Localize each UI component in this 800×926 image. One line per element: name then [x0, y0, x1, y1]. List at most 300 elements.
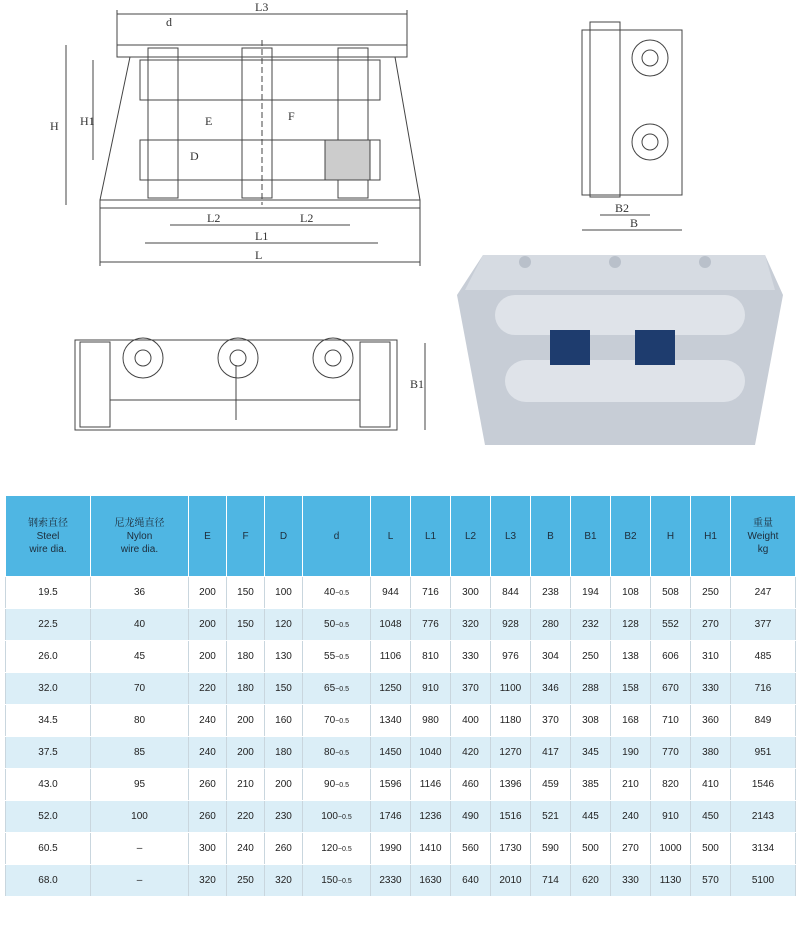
- cell-h1: [691, 641, 731, 673]
- tolerance-text: −0.5: [335, 590, 349, 597]
- cell-value: 260: [199, 811, 216, 822]
- cell-b1: [571, 769, 611, 801]
- cell-f: [227, 737, 265, 769]
- cell-steel: [6, 865, 91, 897]
- cell-f: [227, 769, 265, 801]
- cell-value: 150: [321, 875, 338, 886]
- header-text: F: [242, 530, 249, 542]
- cell-value: 300: [199, 843, 216, 854]
- dim-label-L3: L3: [255, 0, 269, 14]
- cell-f: [227, 641, 265, 673]
- cell-value: 606: [662, 651, 679, 662]
- cell-value: 5100: [751, 875, 775, 886]
- cell-value: 250: [237, 875, 254, 886]
- cell-b: [531, 577, 571, 609]
- cell-b: [531, 769, 571, 801]
- header-text: D: [279, 530, 288, 542]
- cell-value: 70: [324, 715, 336, 726]
- cell-l3: [491, 833, 531, 865]
- cell-value: 1180: [499, 715, 522, 726]
- cell-d: [265, 737, 303, 769]
- cell-l1: [411, 865, 451, 897]
- cell-weight: [731, 769, 796, 801]
- table-row: [6, 801, 796, 833]
- cell-value: 1730: [499, 843, 522, 854]
- cell-value: 1250: [379, 683, 402, 694]
- cell-d: [265, 833, 303, 865]
- specification-table: [5, 495, 796, 897]
- tolerance-text: −0.5: [335, 654, 349, 661]
- cell-value: 70: [133, 683, 146, 694]
- cell-d: [303, 833, 371, 865]
- cell-value: 820: [662, 779, 679, 790]
- dim-label-D: D: [190, 149, 199, 163]
- cell-d: [303, 641, 371, 673]
- cell-value: 450: [702, 811, 719, 822]
- cell-weight: [731, 609, 796, 641]
- cell-d: [303, 705, 371, 737]
- cell-value: 108: [622, 587, 639, 598]
- cell-e: [189, 705, 227, 737]
- cell-b2: [611, 865, 651, 897]
- cell-value: 100: [275, 587, 292, 598]
- cell-value: 65: [324, 683, 336, 694]
- cell-value: 160: [275, 715, 292, 726]
- tolerance-text: −0.5: [337, 846, 352, 853]
- tolerance-text: −0.5: [337, 878, 352, 885]
- cell-nylon: [91, 705, 189, 737]
- column-header: [691, 496, 731, 577]
- table-header-row: [6, 496, 796, 577]
- cell-value: 270: [702, 619, 719, 630]
- cell-l2: [451, 673, 491, 705]
- cell-d: [265, 865, 303, 897]
- cell-value: 180: [237, 683, 254, 694]
- dim-label-d: d: [166, 15, 172, 29]
- cell-value: 200: [275, 779, 292, 790]
- header-text: d: [333, 530, 340, 542]
- cell-value: 37.5: [38, 747, 58, 758]
- cell-value: 976: [502, 651, 519, 662]
- column-header: [91, 496, 189, 577]
- cell-value: 43.0: [38, 779, 58, 790]
- table-row: [6, 737, 796, 769]
- header-text: L1: [424, 530, 437, 542]
- cell-l2: [451, 577, 491, 609]
- cell-steel: [6, 833, 91, 865]
- cell-value: 308: [582, 715, 599, 726]
- cell-value: 220: [237, 811, 254, 822]
- table-row: [6, 577, 796, 609]
- cell-value: 1048: [379, 619, 402, 630]
- cell-weight: [731, 705, 796, 737]
- cell-d: [265, 673, 303, 705]
- cell-value: 138: [622, 651, 639, 662]
- cell-value: 380: [702, 747, 719, 758]
- column-header: [371, 496, 411, 577]
- cell-h1: [691, 769, 731, 801]
- cell-value: 95: [133, 779, 146, 790]
- cell-value: 460: [462, 779, 479, 790]
- cell-value: 345: [582, 747, 599, 758]
- cell-h1: [691, 577, 731, 609]
- cell-l1: [411, 641, 451, 673]
- cell-nylon: [91, 801, 189, 833]
- cell-h1: [691, 673, 731, 705]
- header-text: L: [387, 530, 394, 542]
- cell-value: 128: [622, 619, 639, 630]
- cell-f: [227, 609, 265, 641]
- cell-value: 320: [462, 619, 479, 630]
- cell-weight: [731, 865, 796, 897]
- tolerance-text: −0.5: [335, 782, 349, 789]
- cell-value: 944: [382, 587, 399, 598]
- cell-l3: [491, 673, 531, 705]
- front-view-drawing: [66, 10, 420, 266]
- cell-value: 552: [662, 619, 679, 630]
- header-text: L2: [464, 530, 477, 542]
- cell-value: 2330: [379, 875, 402, 886]
- cell-value: 330: [462, 651, 479, 662]
- cell-l: [371, 833, 411, 865]
- cell-value: 410: [702, 779, 719, 790]
- cell-value: 240: [622, 811, 639, 822]
- cell-value: 210: [622, 779, 639, 790]
- cell-l3: [491, 865, 531, 897]
- cell-l: [371, 577, 411, 609]
- cell-value: 2010: [499, 875, 522, 886]
- cell-value: 490: [462, 811, 479, 822]
- cell-value: 310: [702, 651, 719, 662]
- cell-value: 200: [199, 587, 216, 598]
- cell-value: 1990: [379, 843, 402, 854]
- cell-value: 34.5: [38, 715, 58, 726]
- cell-value: 560: [462, 843, 479, 854]
- cell-value: 60.5: [38, 843, 58, 854]
- cell-e: [189, 737, 227, 769]
- cell-b1: [571, 833, 611, 865]
- cell-value: 844: [502, 587, 519, 598]
- cell-l2: [451, 769, 491, 801]
- cell-steel: [6, 705, 91, 737]
- cell-value: 80: [324, 747, 336, 758]
- cell-value: 158: [622, 683, 639, 694]
- cell-h1: [691, 737, 731, 769]
- cell-steel: [6, 609, 91, 641]
- table-row: [6, 673, 796, 705]
- cell-value: 85: [133, 747, 146, 758]
- cell-value: 68.0: [38, 875, 58, 886]
- cell-value: 150: [237, 619, 254, 630]
- cell-l1: [411, 609, 451, 641]
- cell-h: [651, 673, 691, 705]
- cell-value: 3134: [751, 843, 775, 854]
- cell-value: 230: [275, 811, 292, 822]
- cell-nylon: [91, 769, 189, 801]
- cell-value: 320: [275, 875, 292, 886]
- cell-value: 304: [542, 651, 559, 662]
- cell-value: 508: [662, 587, 679, 598]
- cell-l1: [411, 833, 451, 865]
- cell-value: 180: [275, 747, 292, 758]
- cell-value: 377: [754, 619, 772, 630]
- cell-value: 200: [199, 619, 216, 630]
- header-text: 钢索直径: [28, 517, 68, 529]
- cell-h1: [691, 609, 731, 641]
- cell-nylon: [91, 737, 189, 769]
- cell-value: 1410: [419, 843, 442, 854]
- cell-e: [189, 801, 227, 833]
- cell-value: 19.5: [38, 587, 58, 598]
- cell-l3: [491, 737, 531, 769]
- cell-l1: [411, 737, 451, 769]
- cell-value: 1146: [419, 779, 442, 790]
- cell-d: [303, 673, 371, 705]
- cell-value: 910: [662, 811, 679, 822]
- cell-l2: [451, 833, 491, 865]
- cell-value: 417: [542, 747, 559, 758]
- cell-l3: [491, 577, 531, 609]
- cell-weight: [731, 737, 796, 769]
- cell-value: 1596: [379, 779, 402, 790]
- header-text: E: [204, 530, 211, 542]
- cell-value: 80: [133, 715, 146, 726]
- cell-d: [303, 737, 371, 769]
- dim-label-L2-right: L2: [300, 211, 314, 225]
- cell-d: [265, 641, 303, 673]
- table-row: [6, 609, 796, 641]
- tolerance-text: −0.5: [335, 718, 349, 725]
- cell-b1: [571, 577, 611, 609]
- cell-value: 485: [754, 651, 772, 662]
- cell-f: [227, 801, 265, 833]
- cell-value: 1516: [499, 811, 522, 822]
- header-text: H1: [704, 530, 717, 542]
- cell-d: [303, 865, 371, 897]
- cell-value: 250: [582, 651, 599, 662]
- cell-value: 280: [542, 619, 559, 630]
- cell-b1: [571, 609, 611, 641]
- cell-l2: [451, 865, 491, 897]
- dim-label-B: B: [630, 216, 639, 230]
- table-row: [6, 865, 796, 897]
- cell-value: 250: [702, 587, 719, 598]
- cell-weight: [731, 801, 796, 833]
- cell-l1: [411, 673, 451, 705]
- column-header: [189, 496, 227, 577]
- cell-weight: [731, 673, 796, 705]
- cell-value: 500: [582, 843, 599, 854]
- cell-value: 220: [199, 683, 216, 694]
- header-text: 重量: [753, 517, 773, 529]
- cell-b: [531, 705, 571, 737]
- cell-e: [189, 673, 227, 705]
- cell-value: 247: [754, 587, 772, 598]
- cell-nylon: [91, 577, 189, 609]
- header-text: wire dia.: [120, 543, 159, 555]
- cell-f: [227, 865, 265, 897]
- cell-l2: [451, 801, 491, 833]
- cell-value: 670: [662, 683, 679, 694]
- cell-b1: [571, 641, 611, 673]
- cell-h: [651, 705, 691, 737]
- column-header: [611, 496, 651, 577]
- tolerance-text: −0.5: [337, 814, 352, 821]
- cell-value: –: [136, 875, 143, 886]
- cell-value: 1396: [499, 779, 522, 790]
- cell-h: [651, 737, 691, 769]
- column-header: [571, 496, 611, 577]
- cell-value: 260: [275, 843, 292, 854]
- cell-f: [227, 577, 265, 609]
- cell-value: 200: [199, 651, 216, 662]
- header-text: kg: [757, 543, 769, 555]
- cell-nylon: [91, 833, 189, 865]
- header-text: B2: [624, 530, 637, 542]
- table-row: [6, 769, 796, 801]
- cell-f: [227, 673, 265, 705]
- cell-value: 200: [237, 747, 254, 758]
- header-text: H: [666, 530, 675, 542]
- cell-value: 90: [324, 779, 336, 790]
- cell-d: [265, 769, 303, 801]
- cell-l3: [491, 641, 531, 673]
- cell-nylon: [91, 673, 189, 705]
- cell-b2: [611, 769, 651, 801]
- cell-l: [371, 705, 411, 737]
- cell-value: 776: [422, 619, 439, 630]
- column-header: [303, 496, 371, 577]
- side-view-drawing: [582, 22, 682, 230]
- table-body: [6, 577, 796, 897]
- cell-value: 1546: [751, 779, 775, 790]
- cell-h: [651, 577, 691, 609]
- cell-b1: [571, 673, 611, 705]
- cell-value: 200: [237, 715, 254, 726]
- cell-value: 130: [275, 651, 292, 662]
- cell-value: 716: [422, 587, 439, 598]
- cell-h1: [691, 865, 731, 897]
- cell-value: 320: [199, 875, 216, 886]
- cell-b: [531, 737, 571, 769]
- cell-b2: [611, 801, 651, 833]
- cell-l: [371, 673, 411, 705]
- cell-d: [265, 801, 303, 833]
- cell-weight: [731, 577, 796, 609]
- cell-value: 346: [542, 683, 559, 694]
- cell-value: 980: [422, 715, 439, 726]
- column-header: [531, 496, 571, 577]
- column-header: [651, 496, 691, 577]
- cell-d: [303, 609, 371, 641]
- cell-weight: [731, 833, 796, 865]
- cell-value: 1630: [419, 875, 442, 886]
- dim-label-L2-left: L2: [207, 211, 221, 225]
- cell-h1: [691, 833, 731, 865]
- column-header: [731, 496, 796, 577]
- cell-h: [651, 609, 691, 641]
- table-row: [6, 641, 796, 673]
- cell-d: [303, 577, 371, 609]
- cell-value: 240: [237, 843, 254, 854]
- cell-h: [651, 833, 691, 865]
- tolerance-text: −0.5: [335, 686, 349, 693]
- cell-h1: [691, 801, 731, 833]
- cell-value: 1130: [659, 875, 682, 886]
- cell-b1: [571, 801, 611, 833]
- cell-d: [303, 801, 371, 833]
- cell-value: 194: [582, 587, 599, 598]
- table-row: [6, 705, 796, 737]
- cell-l2: [451, 641, 491, 673]
- cell-steel: [6, 801, 91, 833]
- header-text: B1: [584, 530, 597, 542]
- cell-value: 400: [462, 715, 479, 726]
- cell-value: 32.0: [38, 683, 58, 694]
- header-text: Nylon: [126, 530, 153, 542]
- header-text: wire dia.: [29, 543, 67, 555]
- cell-weight: [731, 641, 796, 673]
- cell-e: [189, 641, 227, 673]
- cell-l2: [451, 737, 491, 769]
- dim-label-H1: H1: [80, 114, 95, 128]
- cell-d: [265, 705, 303, 737]
- cell-value: 100: [131, 811, 148, 822]
- cell-h: [651, 801, 691, 833]
- cell-value: 40: [133, 619, 146, 630]
- cell-value: 330: [702, 683, 719, 694]
- cell-value: 300: [462, 587, 479, 598]
- cell-value: 120: [321, 843, 338, 854]
- tolerance-text: −0.5: [335, 622, 349, 629]
- dim-label-H: H: [50, 119, 59, 133]
- cell-steel: [6, 641, 91, 673]
- cell-l: [371, 801, 411, 833]
- table-row: [6, 833, 796, 865]
- tolerance-text: −0.5: [335, 750, 349, 757]
- cell-value: 52.0: [38, 811, 58, 822]
- cell-h: [651, 769, 691, 801]
- cell-value: 385: [582, 779, 599, 790]
- dim-label-L1: L1: [255, 229, 269, 243]
- cell-value: 168: [622, 715, 639, 726]
- product-photo: [455, 250, 785, 445]
- cell-value: 1106: [379, 651, 402, 662]
- cell-value: 232: [582, 619, 599, 630]
- cell-value: 180: [237, 651, 254, 662]
- cell-f: [227, 833, 265, 865]
- header-text: Steel: [36, 530, 60, 542]
- cell-value: 1236: [419, 811, 442, 822]
- cell-value: 240: [199, 715, 216, 726]
- cell-value: 45: [133, 651, 146, 662]
- cell-value: 1040: [419, 747, 442, 758]
- cell-b1: [571, 865, 611, 897]
- cell-steel: [6, 769, 91, 801]
- cell-l1: [411, 769, 451, 801]
- cell-value: 36: [133, 587, 146, 598]
- cell-value: 360: [702, 715, 719, 726]
- cell-value: 1000: [659, 843, 682, 854]
- cell-value: 951: [754, 747, 772, 758]
- header-text: B: [547, 530, 554, 542]
- cell-value: 521: [542, 811, 559, 822]
- cell-value: 928: [502, 619, 519, 630]
- cell-value: 370: [462, 683, 479, 694]
- cell-e: [189, 833, 227, 865]
- cell-l: [371, 609, 411, 641]
- cell-l: [371, 865, 411, 897]
